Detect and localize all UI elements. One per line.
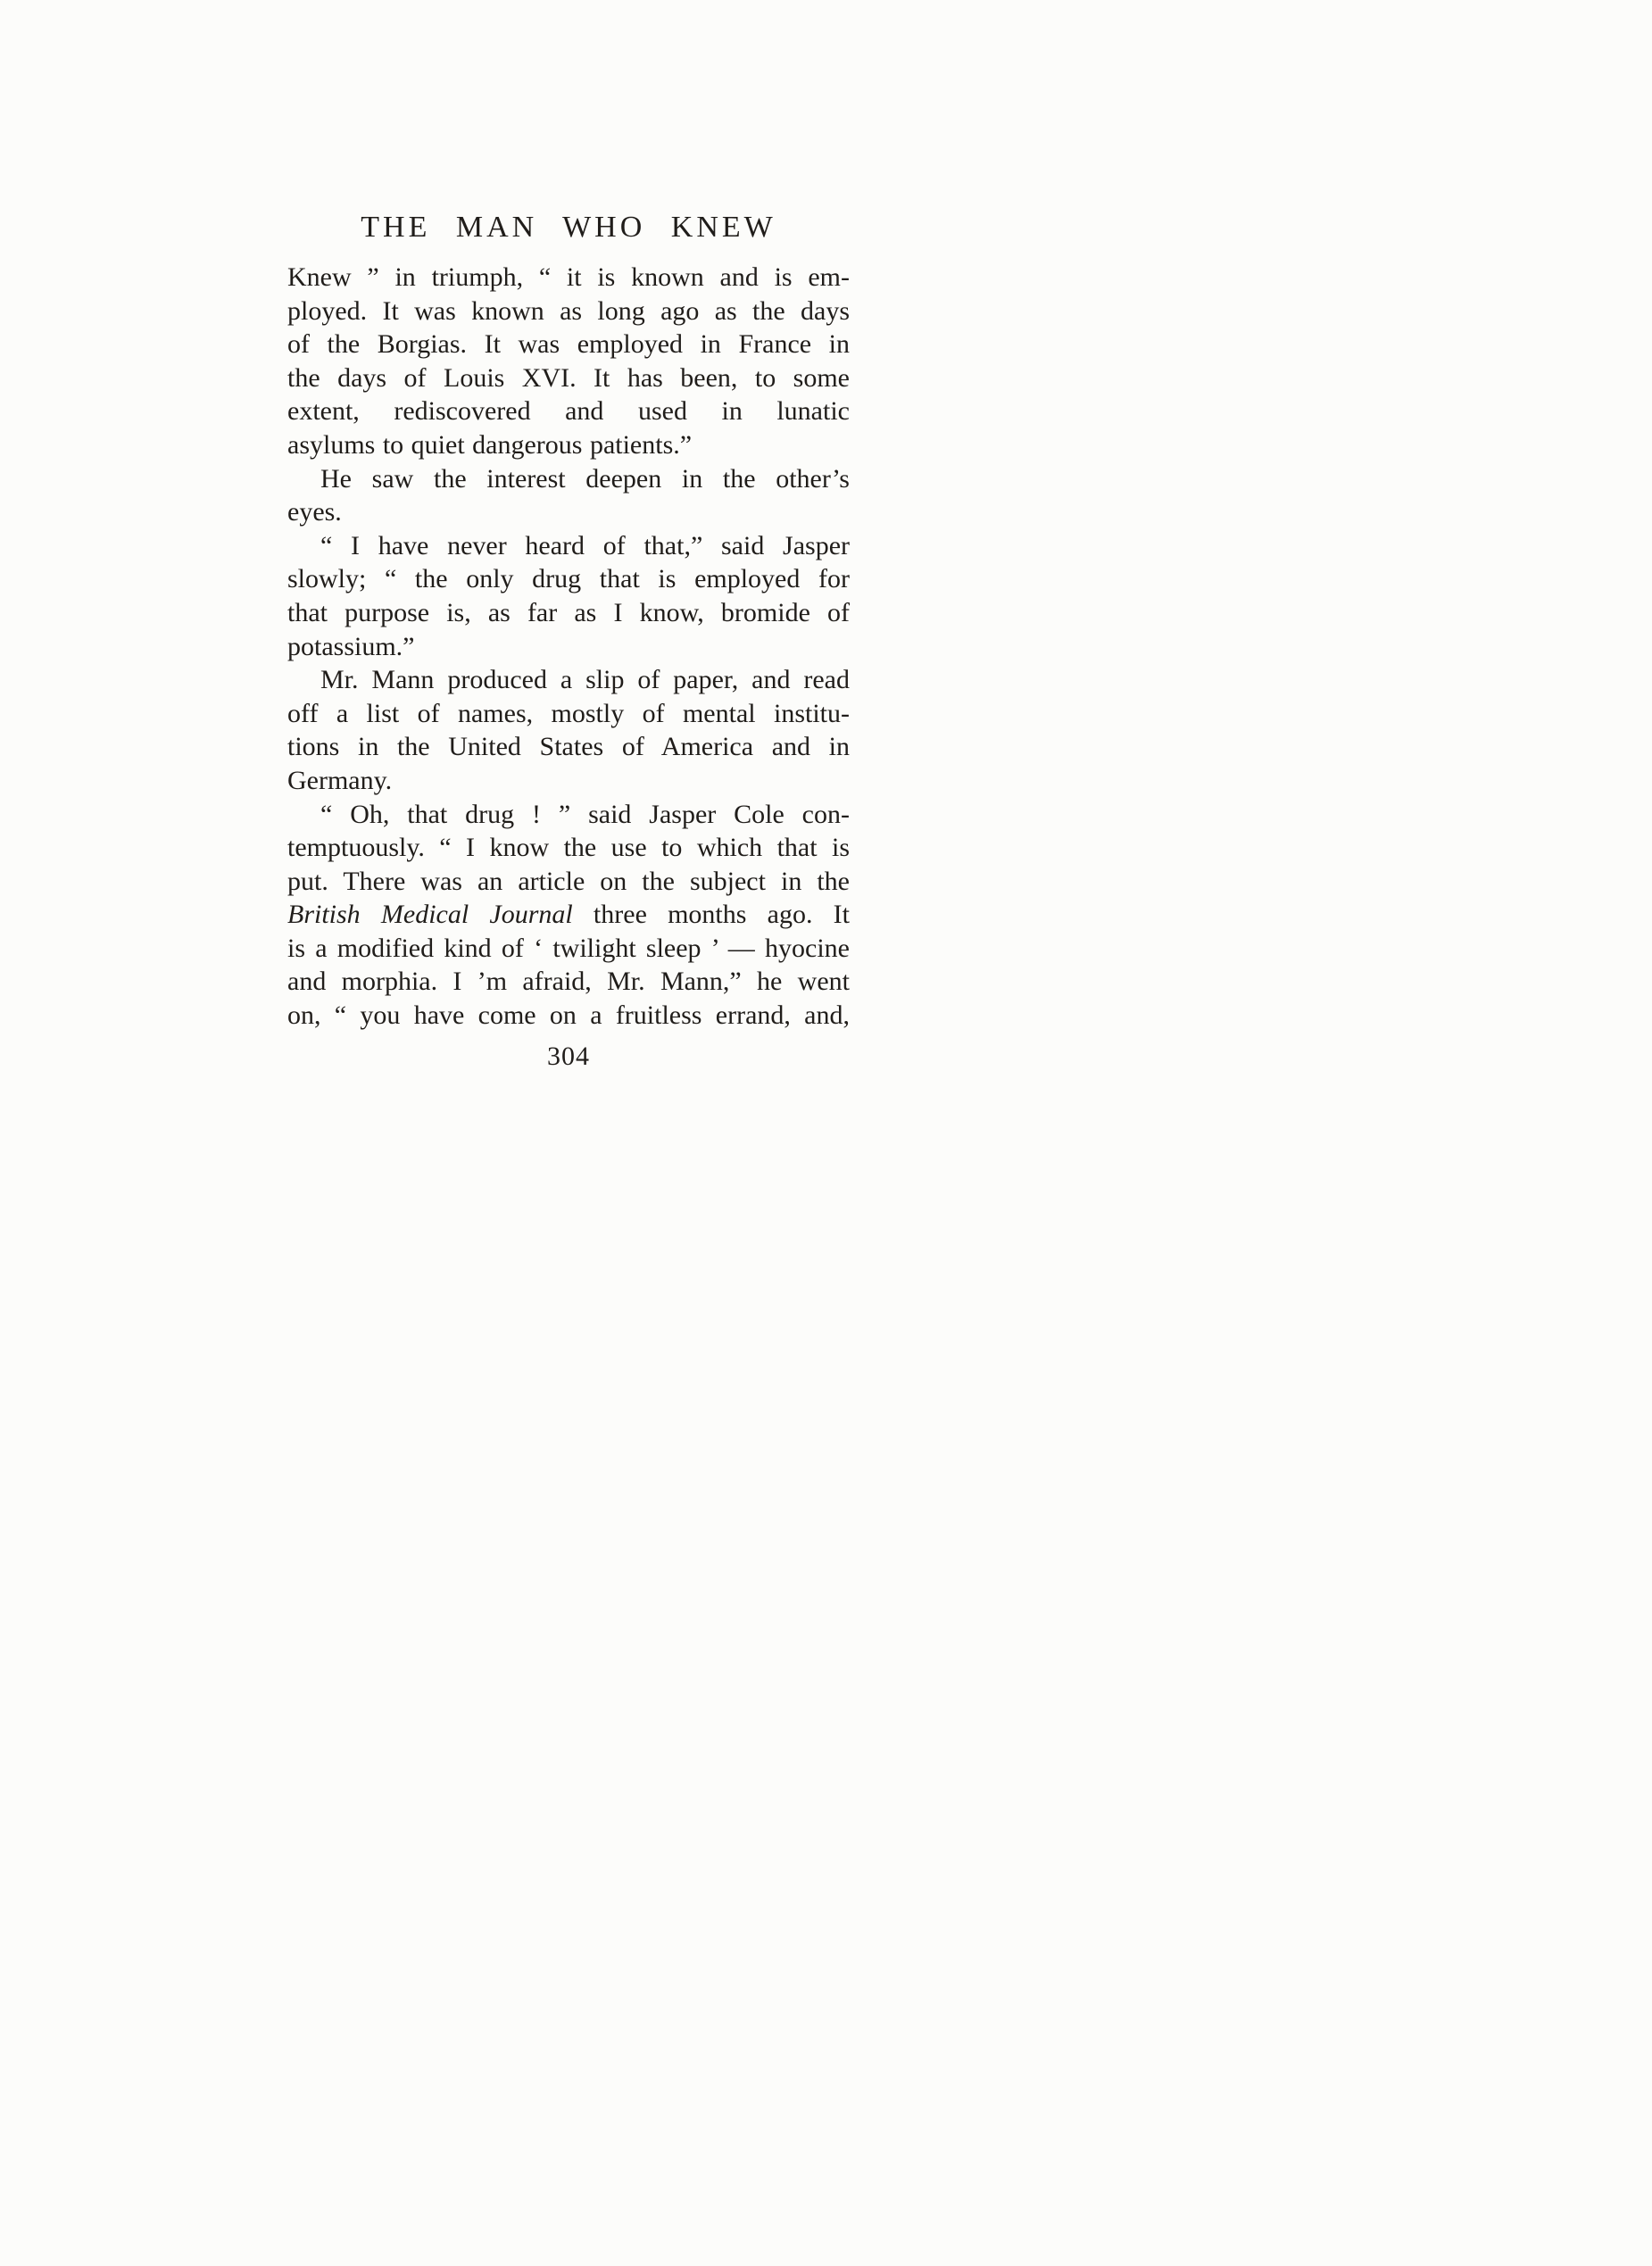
text-line: temptuously. “ I know the use to which that is [287, 833, 850, 863]
text-line: of the Borgias. It was employed in France in [287, 329, 850, 360]
text-line: is a modified kind of ‘ twilight sleep ’ — hyocine [287, 933, 850, 963]
text-line: on, “ you have come on a fruitless errand, and, [287, 1000, 850, 1031]
text-line: He saw the interest deepen in the other’s [320, 463, 850, 494]
page-header: THE MAN WHO KNEW [361, 211, 776, 244]
text-line: Mr. Mann produced a slip of paper, and read [320, 665, 850, 695]
paragraph [287, 798, 850, 1033]
text-line: “ I have never heard of that,” said Jasper [320, 530, 850, 560]
page-number: 304 [547, 1041, 590, 1071]
text-line: that purpose is, as far as I know, bromide of [287, 597, 850, 627]
text-line: Germany. [287, 765, 393, 795]
text-line: Knew ” in triumph, “ it is known and is em- [287, 262, 850, 292]
paragraph [287, 462, 850, 529]
text-line: off a list of names, mostly of mental institu- [287, 698, 850, 728]
text-line: extent, rediscovered and used in lunatic [287, 396, 850, 427]
text-line: the days of Louis XVI. It has been, to some [287, 362, 850, 393]
paragraph [287, 529, 850, 663]
text-line: British Medical Journal three months ago. It [287, 900, 850, 930]
paragraph [287, 663, 850, 797]
text-line: asylums to quiet dangerous patients.” [287, 429, 693, 460]
text-line: eyes. [287, 497, 342, 527]
text-line: tions in the United States of America and in [287, 732, 850, 762]
text-line: put. There was an article on the subject in the [287, 866, 850, 896]
body-text [287, 261, 850, 1033]
text-line: potassium.” [287, 631, 415, 661]
text-block [287, 209, 850, 1074]
text-line: “ Oh, that drug ! ” said Jasper Cole con- [320, 799, 850, 829]
text-line: and morphia. I ’m afraid, Mr. Mann,” he went [287, 967, 850, 997]
text-line: ployed. It was known as long ago as the days [287, 295, 850, 326]
text-line: slowly; “ the only drug that is employed for [287, 564, 850, 594]
paragraph [287, 261, 850, 462]
